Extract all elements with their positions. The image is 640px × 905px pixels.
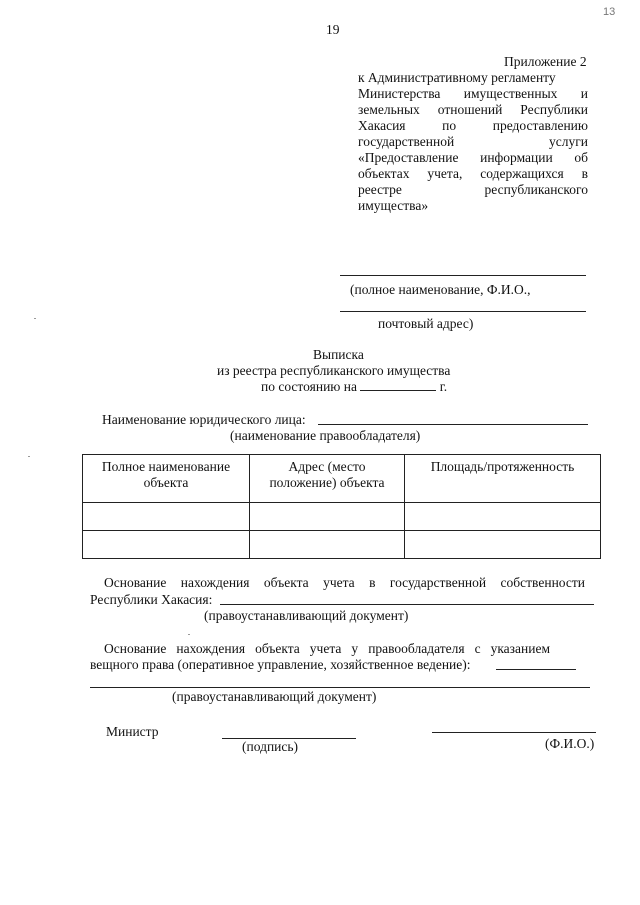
date-prefix: по состоянию на [261,379,357,394]
date-blank [360,380,436,391]
date-line [261,379,447,395]
basis-holder-line2: вещного права (оперативное управление, хозяйственное ведение): [90,657,471,672]
table-row [83,503,601,531]
date-suffix: г. [439,379,448,394]
appendix-line: Министерства имущественных и [358,86,588,101]
column-header-name: Полное наименование объекта [83,455,250,503]
document-subtitle: из реестра республиканского имущества [217,363,451,378]
appendix-line: имущества» [358,198,429,213]
corner-mark: 13 [603,6,616,18]
legal-entity-line [318,424,588,425]
addressee-name-hint: (полное наименование, Ф.И.О., [350,282,531,297]
appendix-line: реестре республиканского [358,182,588,197]
basis-holder-short-line [496,669,576,670]
appendix-line: государственной услуги [358,134,588,149]
appendix-line: объектах учета, содержащихся в [358,166,588,181]
register-table [82,454,601,559]
name-hint: (Ф.И.О.) [545,736,595,751]
appendix-block [358,70,588,214]
addressee-name-line [340,275,586,276]
addressee-address-hint: почтовый адрес) [378,316,474,331]
name-line [432,732,596,733]
appendix-line: «Предоставление информации об [358,150,588,165]
basis-state-line1 [104,575,585,591]
basis-state-text: Основание нахождения объекта учета в государственной собственности [104,575,585,590]
scan-speck [28,456,30,457]
table-cell [83,531,250,559]
column-header-address: Адрес (место положение) объекта [250,455,405,503]
basis-holder-hint: (правоустанавливающий документ) [172,689,377,704]
appendix-line: Хакасия по предоставлению [358,118,588,133]
basis-state-prefix: Республики Хакасия: [90,592,213,607]
table-cell [250,503,405,531]
appendix-line: земельных отношений Республики [358,102,588,117]
basis-holder-text: Основание нахождения объекта учета у правообладателя с указанием [104,641,550,656]
appendix-title: Приложение 2 [504,54,587,69]
legal-entity-hint: (наименование правообладателя) [230,428,421,443]
table-cell [405,531,601,559]
basis-state-line [220,604,594,605]
document-title: Выписка [313,347,364,362]
table-row [83,531,601,559]
signature-hint: (подпись) [242,739,299,754]
scan-speck [34,318,36,319]
basis-state-hint: (правоустанавливающий документ) [204,608,409,623]
table-header-row [83,455,601,503]
page-number: 19 [326,22,340,37]
table-cell [83,503,250,531]
table-cell [405,503,601,531]
appendix-line: к Административному регламенту [358,70,556,85]
column-header-area: Площадь/протяженность [405,455,601,503]
addressee-address-line [340,311,586,312]
basis-holder-line1 [104,641,550,657]
scan-speck [188,634,190,635]
table-cell [250,531,405,559]
basis-holder-line [90,687,590,688]
signature-role: Министр [106,724,159,739]
legal-entity-label: Наименование юридического лица: [102,412,306,427]
